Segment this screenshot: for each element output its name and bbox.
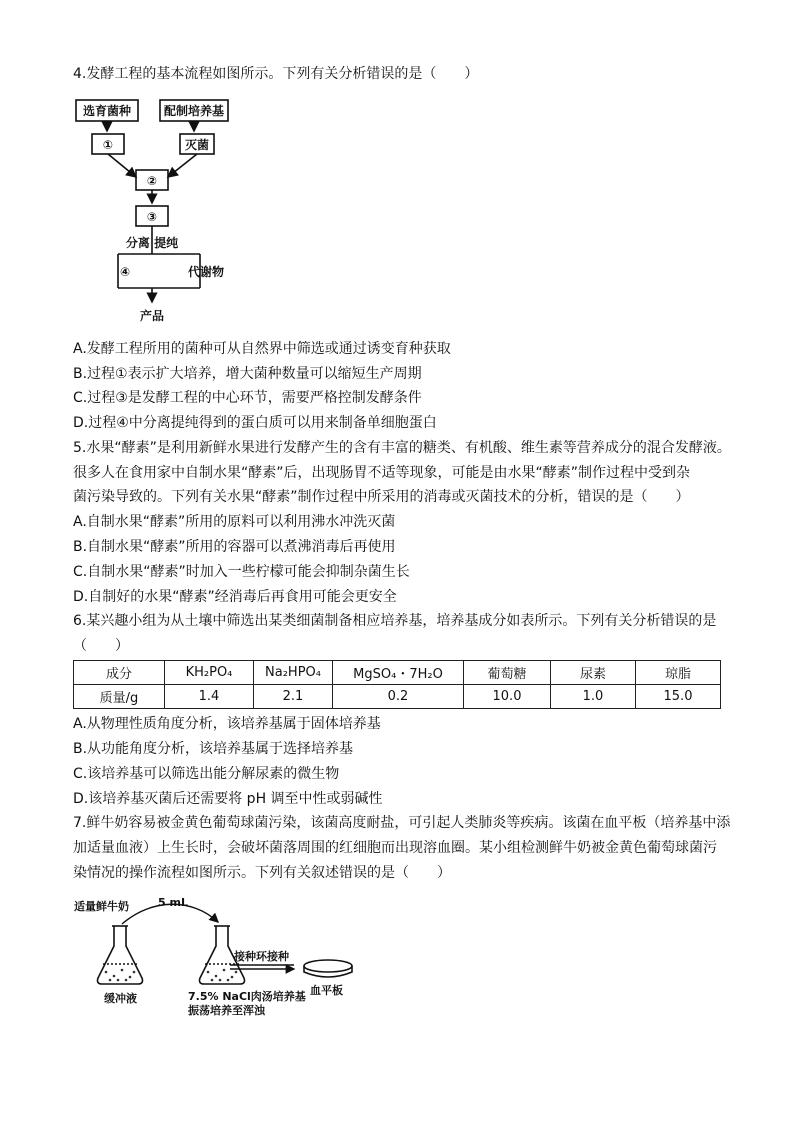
q6-option-b: B.从功能角度分析，该培养基属于选择培养基 (73, 741, 354, 757)
blood-plate-label: 血平板 (310, 984, 343, 997)
petri-dish-icon (304, 960, 352, 977)
q5-option-b: B.自制水果“酵素”所用的容器可以煮沸消毒后再使用 (73, 539, 396, 555)
table-cell: 2.1 (254, 685, 333, 709)
table-cell: 成分 (74, 661, 165, 685)
table-cell: 琼脂 (636, 661, 721, 685)
table-cell: 质量/g (74, 685, 165, 709)
q5-stem-line-3: 菌污染导致的。下列有关水果“酵素”制作过程中所采用的消毒或灭菌技术的分析，错误的是（ ） (73, 489, 690, 505)
prepare-medium-label: 配制培养基 (163, 104, 225, 118)
milk-test-diagram (72, 894, 372, 1024)
q4-option-a: A.发酵工程所用的菌种可从自然界中筛选或通过诱变育种获取 (73, 341, 451, 357)
table-cell: 1.0 (551, 685, 636, 709)
q5-option-a: A.自制水果“酵素”所用的原料可以利用沸水冲洗灭菌 (73, 514, 396, 530)
table-cell: 尿素 (551, 661, 636, 685)
q5-stem-line-1: 5.水果“酵素”是利用新鲜水果进行发酵产生的含有丰富的糖类、有机酸、维生素等营养成分的混合发酵液。 (73, 440, 731, 456)
q6-option-a: A.从物理性质角度分析，该培养基属于固体培养基 (73, 716, 381, 732)
table-cell: MgSO₄・7H₂O (333, 661, 464, 685)
volume-label: 5 mL (158, 896, 188, 909)
select-strain-label: 选育菌种 (82, 104, 132, 118)
q6-option-d: D.该培养基灭菌后还需要将 pH 调至中性或弱碱性 (73, 791, 383, 807)
table-row (74, 685, 721, 709)
q4-option-b: B.过程①表示扩大培养，增大菌种数量可以缩短生产周期 (73, 366, 422, 382)
q7-stem-line-1: 7.鲜牛奶容易被金黄色葡萄球菌污染，该菌高度耐盐，可引起人类肺炎等疾病。该菌在血平板（培养基中添 (73, 815, 731, 831)
sterilize-label: 灭菌 (184, 138, 210, 152)
step2-label: ② (146, 174, 158, 188)
broth-label-1: 7.5% NaCl肉汤培养基 (188, 990, 306, 1003)
q6-stem-line-1: 6.某兴趣小组为从土壤中筛选出某类细菌制备相应培养基，培养基成分如表所示。下列有关分析错误的是 (73, 613, 717, 629)
buffer-label: 缓冲液 (104, 992, 137, 1005)
medium-composition-table (73, 660, 721, 709)
q5-option-c: C.自制水果“酵素”时加入一些柠檬可能会抑制杂菌生长 (73, 564, 410, 580)
table-header-row (74, 661, 721, 685)
table-cell: 葡萄糖 (464, 661, 551, 685)
fermentation-flow-diagram (72, 94, 232, 326)
q4-option-d: D.过程④中分离提纯得到的蛋白质可以用来制备单细胞蛋白 (73, 415, 437, 431)
q4-stem: 4.发酵工程的基本流程如图所示。下列有关分析错误的是（ ） (73, 66, 479, 82)
product-label: 产品 (139, 309, 165, 323)
q6-option-c: C.该培养基可以筛选出能分解尿素的微生物 (73, 766, 340, 782)
table-cell: KH₂PO₄ (165, 661, 254, 685)
table-cell: Na₂HPO₄ (254, 661, 333, 685)
q7-stem-line-3: 染情况的操作流程如图所示。下列有关叙述错误的是（ ） (73, 865, 451, 881)
q4-option-c: C.过程③是发酵工程的中心环节，需要严格控制发酵条件 (73, 390, 422, 406)
metabolite-label: 代谢物 (187, 265, 225, 279)
inoculate-label: 接种环接种 (234, 950, 289, 963)
milk-label: 适量鲜牛奶 (74, 900, 129, 913)
broth-label-2: 振荡培养至浑浊 (188, 1004, 265, 1017)
table-cell: 0.2 (333, 685, 464, 709)
table-cell: 10.0 (464, 685, 551, 709)
q5-option-d: D.自制好的水果“酵素”经消毒后再食用可能会更安全 (73, 589, 397, 605)
separate-purify-label: 分离 提纯 (125, 236, 179, 250)
table-cell: 1.4 (165, 685, 254, 709)
q5-stem-line-2: 很多人在食用家中自制水果“酵素”后，出现肠胃不适等现象，可能是由水果“酵素”制作过程中受到杂 (73, 465, 691, 481)
step4-label: ④ (120, 265, 131, 279)
flask-icon (98, 926, 143, 984)
step1-label: ① (102, 138, 114, 152)
step3-label: ③ (146, 210, 158, 224)
table-cell: 15.0 (636, 685, 721, 709)
q6-stem-line-2: （ ） (73, 638, 129, 654)
q7-stem-line-2: 加适量血液）上生长时，会破坏菌落周围的红细胞而出现溶血圈。某小组检测鲜牛奶被金黄色葡萄球菌污 (73, 840, 717, 856)
